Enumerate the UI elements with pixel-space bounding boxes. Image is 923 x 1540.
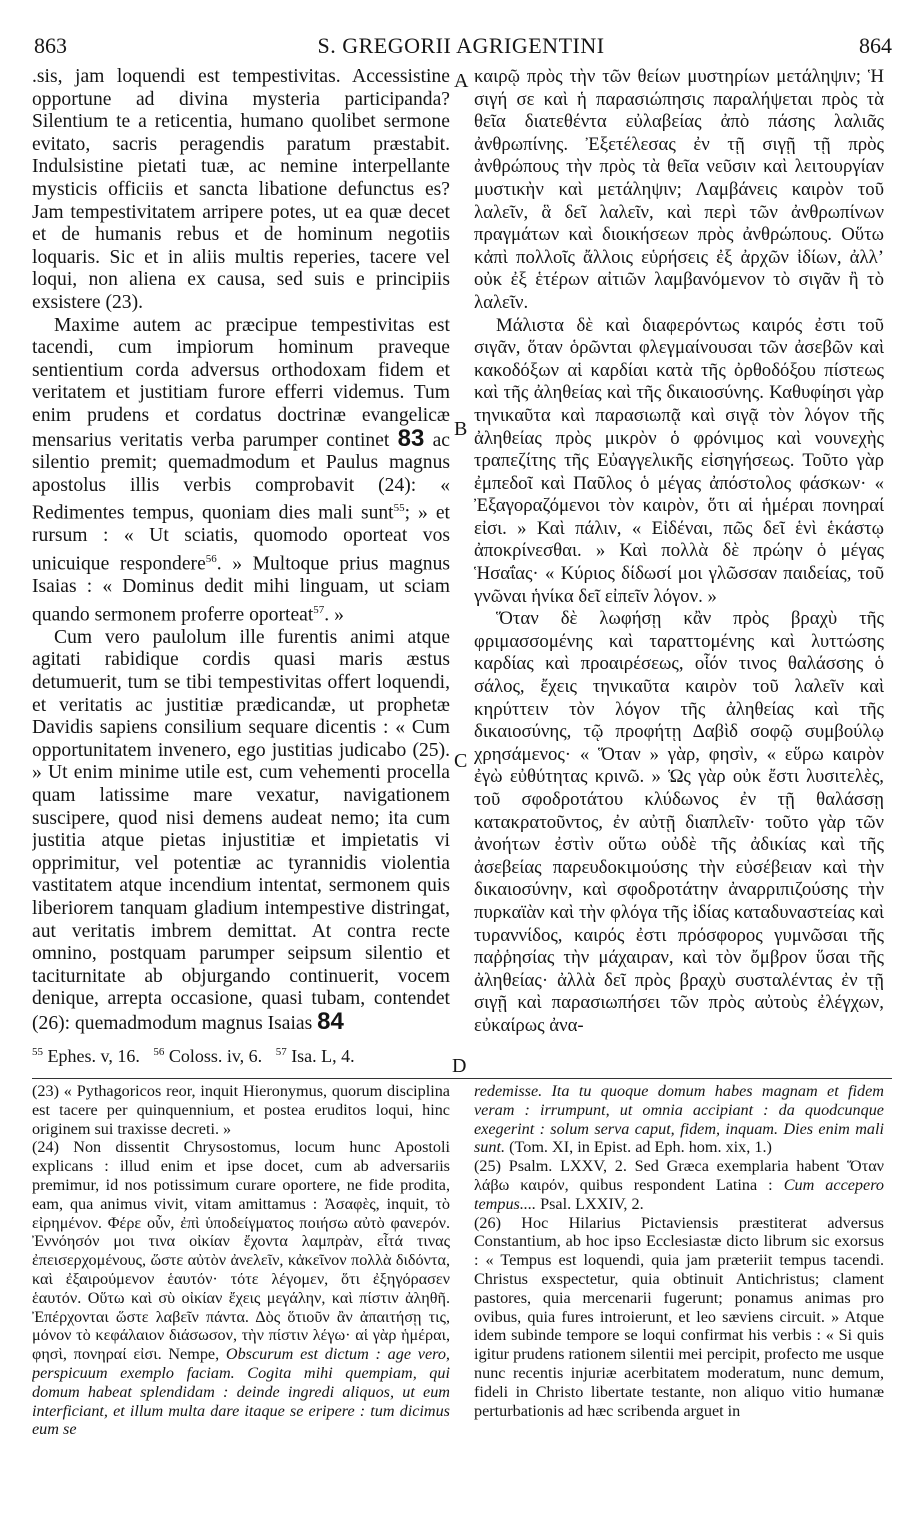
reference-marker-55: 55 xyxy=(393,502,405,515)
footnote-24-continued-text: redemisse. Ita tu quoque domum habes magnam et fidem veram : irrumpunt, ut omnia accipiant : da quodcunque exegerint : solum serva caput, fidem, inquam. Dies enim mali sunt. xyxy=(474,1082,884,1157)
latin-paragraph-2-part-a: Maxime autem ac præcipue tempestivitas est tacendi, cum impiorum hominum praveque sentientium corda adversus orthodoxam fidem et veritatem et justitiam furore efferri videmus. Tum enim prudens et cordatus doctrinæ evangelicæ mensarius veritatis verba parumper continet xyxy=(32,314,450,451)
page-number-left: 863 xyxy=(34,33,67,58)
greek-text-column xyxy=(474,66,884,1041)
latin-paragraph-1: .sis, jam loquendi est tempestivitas. Accessistine opportune ad divina mysteria participanda? Silentium te a reticentia, humano quolibet sermone evitato, sacris peragendis paratum præstabit. Indulsistine pietati tuæ, ac nemine interpellante mysticis officiis et sancta libatione defunctus es? Jam tempestivitatem arripere potes, ut ea quæ decet et de humanis rebus et de hominum negotiis loquaris. Sic et in aliis multis reperies, tacere vel loqui, non aliena ex causa, sed suis e principiis exsistere (23). xyxy=(32,66,450,313)
greek-paragraph-2: Μάλιστα δὲ καὶ διαφερόντως καιρός ἐστι τοῦ σιγᾶν, ὅταν ὁρῶνται φλεγμαίνουσαι τῶν ἀσεβῶν καὶ κακοδόξων αἱ καρδίαι κατὰ τῆς ὀρθοδόξου πίστεως καὶ τῆς ἀληθείας καὶ τῆς δικαιοσύνης. Καθυφίησι γὰρ τηνικαῦτα καὶ παρασιωπᾷ καὶ σιγᾷ τὸν λόγον τῆς ἀληθείας πρὸς μικρὸν ὁ φρόνιμος καὶ νουνεχὴς τραπεζίτης τῆς Εὐαγγελικῆς εἰσηγήσεως. Τοῦτο γὰρ ἐμπεδοῖ καὶ Παῦλος ὁ μέγας ἀπόστολος φάσκων· « Ἐξαγοραζόμενοι τὸν καιρὸν, ὅτι αἱ ἡμέραι πονηραί εἰσι. » Καὶ πάλιν, « Εἰδέναι, πῶς δεῖ ἑνὶ ἑκάστῳ ἀποκρίνεσθαι. » Καὶ πολλὰ δὲ πρώην ὁ μέγας Ἡσαΐας· « Κύριος δίδωσί μοι γλῶσσαν παιδείας, τοῦ γνῶναι ἡνίκα δεῖ εἰπεῖν λόγον. » xyxy=(474,314,884,607)
margin-letter-a: A xyxy=(454,70,469,92)
scripture-ref-56-number: 56 xyxy=(153,1046,165,1058)
scripture-ref-55-number: 55 xyxy=(32,1046,43,1058)
scripture-ref-55: Ephes. v, 16. xyxy=(47,1046,140,1066)
column-number-83: 83 xyxy=(397,424,425,452)
footnote-24 xyxy=(32,1138,450,1439)
reference-marker-57: 57 xyxy=(313,603,325,616)
footnote-24-continued xyxy=(474,1082,884,1157)
latin-paragraph-2-part-b: ac silentio premit; quemadmodum et Paulus magnus apostolus illis verbis comprobavit (24): « Redimentes tempus, quoniam dies mali sunt xyxy=(32,429,450,524)
scripture-ref-57: Isa. L, 4. xyxy=(291,1046,355,1066)
footnotes-left-column xyxy=(32,1082,450,1522)
scripture-ref-56: Coloss. iv, 6. xyxy=(168,1046,263,1066)
latin-paragraph-2-part-c: ; » et rursum : « Ut sciatis, quomodo oporteat vos unicuique respondere xyxy=(32,502,450,575)
latin-paragraph-3-text: Cum vero paulolum ille furentis animi atque agitati rabidique cordis quasi maris æstus detumuerit, tum se tibi tempestivitas offert loquendi, et veritatis ac justitiæ prædicandæ, ut prophetæ Davidis sapiens consilium sequare dicentis : « Cum opportunitatem invenero, ego justitias judicabo (25). » Ut enim minime utile est, cum vehementi procella quam latissime mare vexatur, navigationem suscipere, quod nisi demens audeat nemo; ita cum justitia atque pietas injustitiæ et impietatis vi opprimitur, vel potentiæ ac tyrannidis violentia vastitatem atque incendium intentat, sermonem quis liberiorem tanquam gladium intempestive distringat, aut veritatis imbrem demittat. At contra recte omnino, postquam parumper seipsum silentio et taciturnitate ab objurgando continuerit, vocem denique, arrepta occasione, quasi tubam, contendet (26): quemadmodum magnus Isaias xyxy=(32,626,450,1034)
footnotes-right-column xyxy=(474,1082,884,1522)
greek-paragraph-3: Ὅταν δὲ λωφήσῃ κἂν πρὸς βραχὺ τῆς φριμασσομένης καὶ ταραττομένης καὶ λυττώσης καρδίας καὶ προαιρέσεως, οἷόν τινος θαλάσσης ὁ σάλος, ἔχεις τηνικαῦτα καιρὸν τοῦ λαλεῖν καὶ κηρύττειν τὸν λόγον τῆς ἀληθείας καὶ τῆς δικαιοσύνης, τῷ προφήτῃ Δαβὶδ σοφῷ συμβούλῳ χρησάμενος· « Ὅταν » γὰρ, φησὶν, « εὕρω καιρὸν ἐγὼ εὐθύτητας κρινῶ. » Ὡς γὰρ οὐκ ἔστι λυσιτελὲς, τοῦ σφοδροτάτου κλύδωνος ἐν τῇ θαλάσσῃ κατακρατοῦντος, ἐν αὐτῇ διαπλεῖν· τοῦτο γὰρ τῶν ἀνοήτων ἐστὶν οὕτω οὐδὲ τῆς ἀδικίας καὶ τῆς ἀσεβείας παρευδοκιμούσης τὴν εὐσέβειαν καὶ τὴν δικαιοσύνην, καὶ σφοδροτάτην ἀναρριπιζούσης τὴν πυρκαϊὰν καὶ τὴν φλόγα τῆς ἰδίας καταδυναστείας καὶ τυραννίδος, καιρός ἐστι πρόσφορος γυμνῶσαι τῆς παῤῥησίας τὴν μάχαιραν, καὶ τὸν ὄμβρον ὕσαι τῆς ἀληθείας· ἀλλὰ δεῖ πρὸς βραχὺ συσταλέντας ἐν τῇ σιγῇ καὶ παρασιωπήσει τῶν πρὸς αὐτοὺς ἐλέγχων, εὐκαίρως ἀνα- xyxy=(474,608,884,1036)
latin-paragraph-2-part-e: . » xyxy=(324,604,344,626)
latin-paragraph-3 xyxy=(32,627,450,1036)
scripture-ref-57-number: 57 xyxy=(275,1046,287,1058)
greek-paragraph-1: καιρῷ πρὸς τὴν τῶν θείων μυστηρίων μετάληψιν; Ἡ σιγή σε καὶ ἡ παρασιώπησις παραλήψεται πρὸς τὰ θεῖα διατεθέντα εὐλαβείας ἀπὸ πάσης λαλιᾶς ἀνθρωπίνης. Ἐξετέλεσας ἐν τῇ σιγῇ τῇ πρὸς ἀνθρώπους τὴν πρὸς τὰ θεῖα νεῦσιν καὶ λειτουργίαν μυστικὴν καὶ μετάληψιν; Λαμβάνεις καιρὸν τοῦ λαλεῖν, ἃ δεῖ λαλεῖν, καὶ περὶ τῶν ἀνθρωπίνων πραγμάτων καὶ διοικήσεων πρὸς ἀνθρώπους. Οὕτω κἀπὶ πολλοῖς ἄλλοις εὑρήσεις ἐξ ἀρχῶν ἰδίων, ἀλλ’ οὐκ ἐξ ἑτέρων αἰτιῶν λαμβανόμενον τὸ σιγᾶν ἢ τὸ λαλεῖν. xyxy=(474,66,884,313)
latin-paragraph-2-part-d: . » Multoque prius magnus Isaias : « Dominus dedit mihi linguam, ut sciam quando sermonem proferre oporteat xyxy=(32,553,450,626)
column-number-84: 84 xyxy=(317,1007,344,1035)
page-number-right: 864 xyxy=(859,33,892,58)
page-header xyxy=(30,33,892,63)
footnote-24-text: (24) Non dissentit Chrysostomus, locum hunc Apostoli explicans : illud enim et ipse docet, cum ab adversariis premimur, id nos potissimum curare oportere, ne fide prodita, eam, qua animus vivit, vitam amittamus : Ἀσαφὲς, inquit, τὸ εἰρημένον. Φέρε οὖν, ἐπὶ ὑποδείγματος ποιήσω αὐτὸ φανερόν. Ἐννόησόν μοι τινα οἰκίαν ἔχοντα λαμπρὰν, εἶτά τινας ἐπεισερχομένους, ὥστε αὐτὸν ἀνελεῖν, κἀκεῖνον πολλὰ διδόντα, καὶ ἐξαιρούμενον ἑαυτόν· τότε λέγομεν, ὅτι ἐξηγόρασεν ἑαυτόν. Οὕτω καὶ σὺ οἰκίαν ἔχεις μεγάλην, καὶ πίστιν ἀληθῆ. Ἐπέρχονται ὥστε λαβεῖν πάντα. Δὸς ὅτιοῦν ἂν ἀπαιτήσῃ τις, μόνον τὸ κεφάλαιον διάσωσον, τὴν πίστιν λέγω· αἱ γὰρ ἡμέραι, φησὶ, πονηραί εἰσι. Nempe, xyxy=(32,1138,450,1364)
footnote-24-source: (Tom. XI, in Epist. ad Eph. hom. xix, 1.) xyxy=(509,1138,772,1157)
margin-letter-b: B xyxy=(454,418,468,440)
footnote-25-text: (25) Psalm. LXXV, 2. Sed Græca exemplaria habent Ὅταν λάβω καιρόν, quibus respondent Latina : xyxy=(474,1157,884,1194)
reference-marker-56: 56 xyxy=(205,553,217,565)
footnote-24-translation: Obscurum est dictum : age vero, perspicuum exemplo faciam. Cogita mihi quempiam, qui domum habeat splendidam : deinde ingredi aliquos, ut eum interficiant, et illum multa dare itaque se eripere : tum dicimus eum se xyxy=(32,1345,450,1439)
latin-paragraph-2 xyxy=(32,315,450,627)
footnote-26: (26) Hoc Hilarius Pictaviensis præstiterat adversus Constantium, ab hoc ipso Ecclesiastæ dicto librum sic exorsus : « Tempus est loquendi, quia jam præteriit tempus tacendi. Christus exspectetur, quia obtinuit Antichristus; clament pastores, quia mercenarii fugerunt; ponamus animas pro ovibus, quia fures introierunt, et leo sæviens circuit. » Atque idem subinde tempore se loqui confirmat his verbis : « Si quis igitur prudens rationem silentii mei percipit, profecto me usque nunc recentis injuriæ acerbitatem moderatum, nunc demum, fideli in Christo libertate testante, non aliquo vitio humanæ perturbationis ad hæc scribenda arguet in xyxy=(474,1213,884,1420)
footnote-divider xyxy=(32,1078,892,1079)
running-title: S. GREGORII AGRIGENTINI xyxy=(317,33,605,58)
scripture-references xyxy=(32,1046,452,1072)
footnote-23: (23) « Pythagoricos reor, inquit Hieronymus, quorum disciplina est tacere per quinquennium, et postea eruditos loqui, hinc originem sui traxisse decreti. » xyxy=(32,1082,450,1138)
footnote-25-latin: Cum accepero tempus.... xyxy=(474,1175,884,1213)
footnote-25-ref: Psal. LXXIV, 2. xyxy=(540,1194,644,1213)
margin-letter-c: C xyxy=(454,750,468,772)
footnote-25 xyxy=(474,1157,884,1213)
latin-text-column xyxy=(32,66,450,1041)
margin-letter-d: D xyxy=(452,1055,467,1077)
